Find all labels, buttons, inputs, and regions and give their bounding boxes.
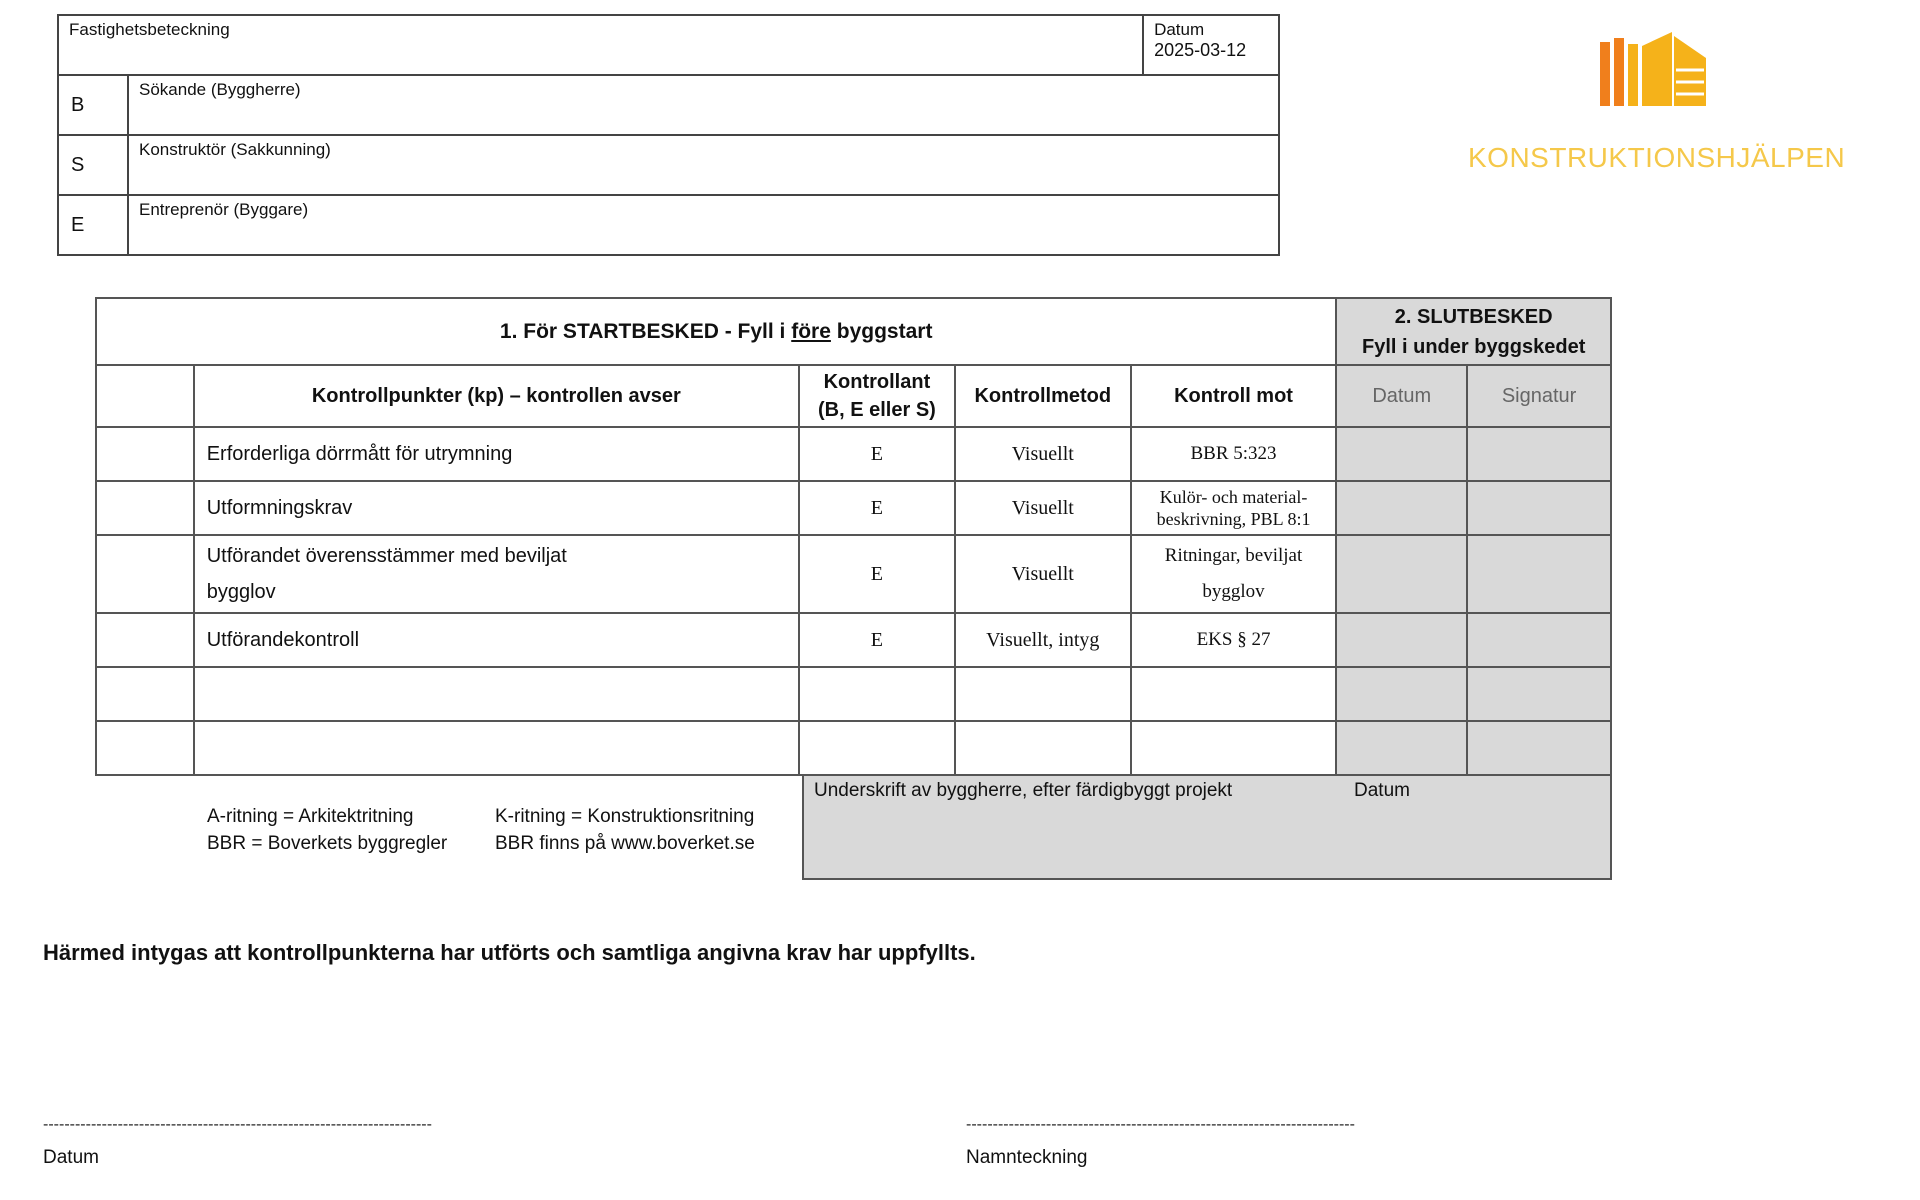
signatur-cell[interactable] [1467,667,1611,721]
mot-cell[interactable]: BBR 5:323 [1131,427,1337,481]
kontrollant-cell[interactable] [799,667,955,721]
abbreviation-legend-2 [495,803,755,857]
datum-cell[interactable] [1336,535,1467,613]
row-index-cell[interactable] [96,535,194,613]
table-row [96,667,1611,721]
column-datum: Datum [1336,365,1467,427]
datum-cell[interactable] [1336,667,1467,721]
date-signature-label: Datum [43,1147,99,1168]
final-signature-box[interactable] [802,776,1612,880]
kontrollant-cell[interactable]: E [799,481,955,535]
kontrollant-cell[interactable] [799,721,955,775]
table-row [96,613,1611,667]
signatur-cell[interactable] [1467,721,1611,775]
datum-cell[interactable] [1336,721,1467,775]
metod-cell[interactable]: Visuellt [955,427,1131,481]
signatur-cell[interactable] [1467,613,1611,667]
final-signature-label: Underskrift av byggherre, efter färdigbyggt projekt [814,780,1233,801]
legend-k: K-ritning = Konstruktionsritning [495,806,755,827]
table-row [96,427,1611,481]
column-kontrollant: Kontrollant (B, E eller S) [799,365,955,427]
row-index-cell[interactable] [96,721,194,775]
logo-text: KONSTRUKTIONSHJÄLPEN [1468,142,1846,173]
section1-title: 1. För STARTBESKED - Fyll i före byggstart [96,298,1336,365]
mot-cell[interactable]: EKS § 27 [1131,613,1337,667]
date-signature-line[interactable]: ------------------------------------------------------------------------- [43,1116,432,1133]
certification-statement: Härmed intygas att kontrollpunkterna har utförts och samtliga angivna krav har uppfyllts. [43,940,976,965]
kp-cell[interactable]: Utförandet överensstämmer med beviljat bygglov [194,535,799,613]
column-metod: Kontrollmetod [955,365,1131,427]
date-value: 2025-03-12 [1154,40,1247,60]
property-field[interactable] [58,15,1143,75]
code-s: S [58,135,128,195]
date-label: Datum [1154,20,1205,39]
column-kp: Kontrollpunkter (kp) – kontrollen avser [194,365,799,427]
building-bars-icon [1600,30,1710,106]
mot-cell[interactable] [1131,721,1337,775]
row-index-cell[interactable] [96,667,194,721]
company-logo [1440,30,1860,200]
empty-header-cell [96,365,194,427]
kp-cell[interactable] [194,721,799,775]
signatur-cell[interactable] [1467,481,1611,535]
kp-cell[interactable] [194,667,799,721]
applicant-field[interactable] [128,75,1279,135]
row-index-cell[interactable] [96,427,194,481]
property-label: Fastighetsbeteckning [69,20,230,39]
section2-title: 2. SLUTBESKED Fyll i under byggskedet [1336,298,1611,365]
metod-cell[interactable] [955,667,1131,721]
contractor-label: Entreprenör (Byggare) [139,200,309,219]
abbreviation-legend [207,803,447,857]
kp-cell[interactable]: Utförandekontroll [194,613,799,667]
metod-cell[interactable] [955,721,1131,775]
signatur-cell[interactable] [1467,427,1611,481]
signatur-cell[interactable] [1467,535,1611,613]
name-signature-label: Namnteckning [966,1147,1088,1168]
datum-cell[interactable] [1336,481,1467,535]
metod-cell[interactable]: Visuellt [955,481,1131,535]
column-signatur: Signatur [1467,365,1611,427]
kontrollant-cell[interactable]: E [799,427,955,481]
kontrollant-cell[interactable]: E [799,613,955,667]
legend-bbr-link: BBR finns på www.boverket.se [495,833,755,854]
legend-a: A-ritning = Arkitektritning [207,806,414,827]
datum-cell[interactable] [1336,613,1467,667]
date-field[interactable] [1143,15,1279,75]
kp-cell[interactable]: Erforderliga dörrmått för utrymning [194,427,799,481]
column-mot: Kontroll mot [1131,365,1337,427]
row-index-cell[interactable] [96,481,194,535]
table-row [96,721,1611,775]
mot-cell[interactable] [1131,667,1337,721]
table-row [96,535,1611,613]
applicant-label: Sökande (Byggherre) [139,80,301,99]
name-signature-line[interactable]: ------------------------------------------------------------------------- [966,1116,1355,1133]
code-b: B [58,75,128,135]
constructor-label: Konstruktör (Sakkunning) [139,140,331,159]
kp-cell[interactable]: Utformningskrav [194,481,799,535]
legend-bbr: BBR = Boverkets byggregler [207,833,448,854]
datum-cell[interactable] [1336,427,1467,481]
row-index-cell[interactable] [96,613,194,667]
code-e: E [58,195,128,255]
table-row [96,481,1611,535]
kontrollant-cell[interactable]: E [799,535,955,613]
control-points-table [95,297,1612,776]
property-header-form [57,14,1280,256]
mot-cell[interactable]: Ritningar, beviljat bygglov [1131,535,1337,613]
metod-cell[interactable]: Visuellt, intyg [955,613,1131,667]
mot-cell[interactable]: Kulör- och material-beskrivning, PBL 8:1 [1131,481,1337,535]
metod-cell[interactable]: Visuellt [955,535,1131,613]
contractor-field[interactable] [128,195,1279,255]
final-signature-date-label: Datum [1354,780,1410,801]
constructor-field[interactable] [128,135,1279,195]
